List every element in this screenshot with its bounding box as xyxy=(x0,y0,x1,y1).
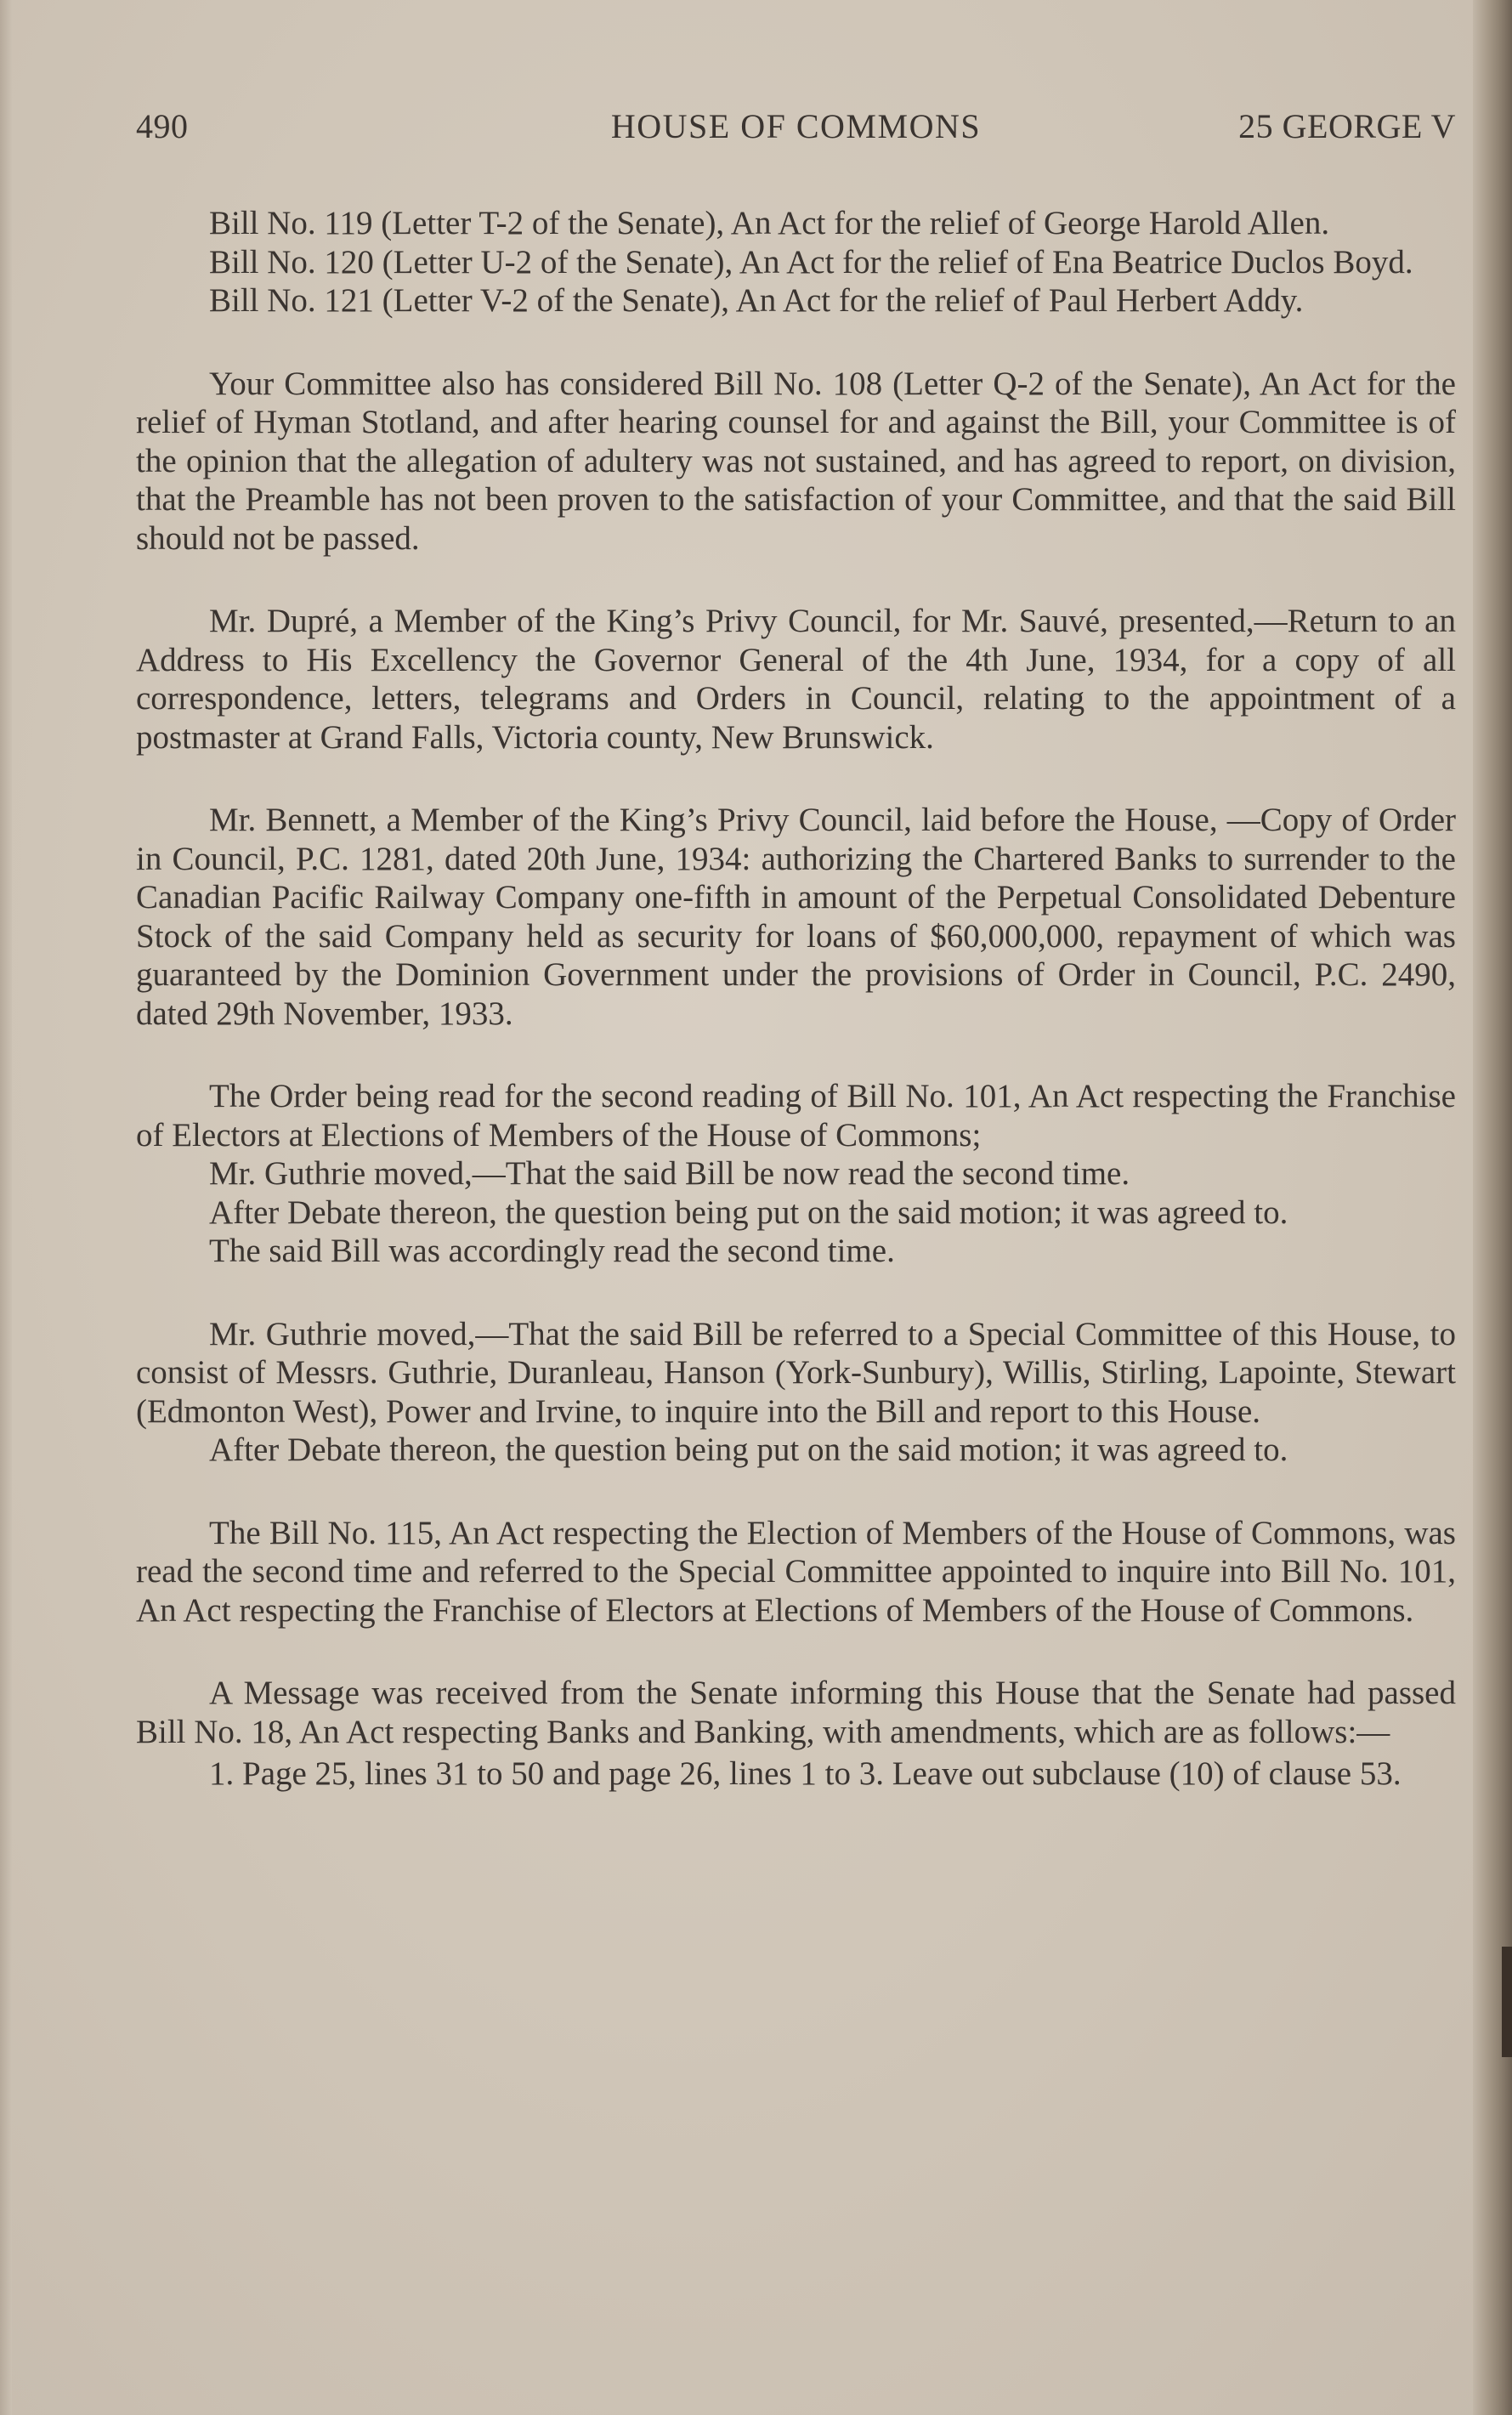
paragraph-committee-report: Your Committee also has considered Bill No. 108 (Letter Q-2 of the Senate), An Act for the relief of Hyman Stotland, and after hearing counsel for and against the Bill, your Committee is of the opinion that the allegation of adultery was not sustained, and has agreed to report, on division, that the Preamble has not been proven to the satisfaction of your Committee, and that the said Bill should not be passed. xyxy=(136,365,1456,557)
paragraph-read-second-time: The said Bill was accordingly read the second time. xyxy=(209,1233,895,1269)
paragraph-debate-agreed-2: After Debate thereon, the question being put on the said motion; it was agreed to. xyxy=(209,1431,1288,1468)
paragraph-amendment-1: 1. Page 25, lines 31 to 50 and page 26, lines 1 to 3. Leave out subclause (10) of clause 53. xyxy=(209,1755,1402,1792)
paragraph-bennett-order: Mr. Bennett, a Member of the King’s Privy Council, laid before the House, —Copy of Order in Council, P.C. 1281, dated 20th June, 1934: authorizing the Chartered Banks to surrender to the Canadian Pacific Railway Company one-fifth in amount of the Perpetual Consolidated Debenture Stock of the said Company held as security for loans of $60,000,000, repayment of which was guaranteed by the Dominion Government under the provisions of Order in Council, P.C. 2490, dated 29th November, 1933. xyxy=(136,802,1456,1032)
paragraph-bill-121: Bill No. 121 (Letter V-2 of the Senate), An Act for the relief of Paul Herbert Addy. xyxy=(209,282,1304,319)
page-number: 490 xyxy=(136,107,189,145)
paragraph-gap xyxy=(136,1470,1456,1514)
paragraph-gap xyxy=(136,1630,1456,1674)
paragraph-gap xyxy=(136,320,1456,365)
paragraph-gap xyxy=(136,1033,1456,1077)
paragraph-debate-agreed: After Debate thereon, the question being put on the said motion; it was agreed to. xyxy=(209,1193,1288,1231)
paragraph-special-committee: Mr. Guthrie moved,—That the said Bill be referred to a Special Committee of this House, to consist of Messrs. Guthrie, Duranleau, Hanson (York-Sunbury), Willis, Stirling, Lapointe, Stewart (Edmonton West), Power and Irvine, to inquire into the Bill and report to this House. xyxy=(136,1315,1456,1430)
paragraph-bill-119: Bill No. 119 (Letter T-2 of the Senate), An Act for the relief of George Harold Allen. xyxy=(209,205,1330,241)
paragraph-dupre-return: Mr. Dupré, a Member of the King’s Privy Council, for Mr. Sauvé, presented,—Return to an Address to His Excellency the Governor General of the 4th June, 1934, for a copy of all correspondence, letters, telegrams and Orders in Council, relating to the appointment of a postmaster at Grand Falls, Victoria county, New Brunswick. xyxy=(136,603,1456,756)
paragraph-guthrie-motion: Mr. Guthrie moved,—That the said Bill be now read the second time. xyxy=(209,1155,1130,1192)
paragraph-gap xyxy=(136,558,1456,602)
paragraph-gap xyxy=(136,757,1456,801)
page-title: HOUSE OF COMMONS xyxy=(610,107,982,145)
paragraph-gap xyxy=(136,1271,1456,1315)
binding-shadow xyxy=(1502,1947,1512,2057)
paragraph-second-reading-order: The Order being read for the second reading of Bill No. 101, An Act respecting the Franchise of Electors at Elections of Members of the House of Commons; xyxy=(136,1078,1456,1154)
paragraph-senate-message: A Message was received from the Senate informing this House that the Senate had passed Bill No. 18, An Act respecting Banks and Banking, with amendments, which are as follows:— xyxy=(136,1675,1456,1750)
regnal-year: 25 GEORGE V xyxy=(1238,107,1456,145)
paragraph-bill-115: The Bill No. 115, An Act respecting the Election of Members of the House of Commons, was read the second time and referred to the Special Committee appointed to inquire into Bill No. 101, An Act respecting the Franchise of Electors at Elections of Members of the House of Commons. xyxy=(136,1514,1456,1629)
journal-body xyxy=(136,204,1456,1794)
paragraph-bill-120: Bill No. 120 (Letter U-2 of the Senate), An Act for the relief of Ena Beatrice Duclos Boyd. xyxy=(209,243,1413,281)
page-left-edge xyxy=(0,0,12,2415)
running-head xyxy=(136,106,1456,154)
